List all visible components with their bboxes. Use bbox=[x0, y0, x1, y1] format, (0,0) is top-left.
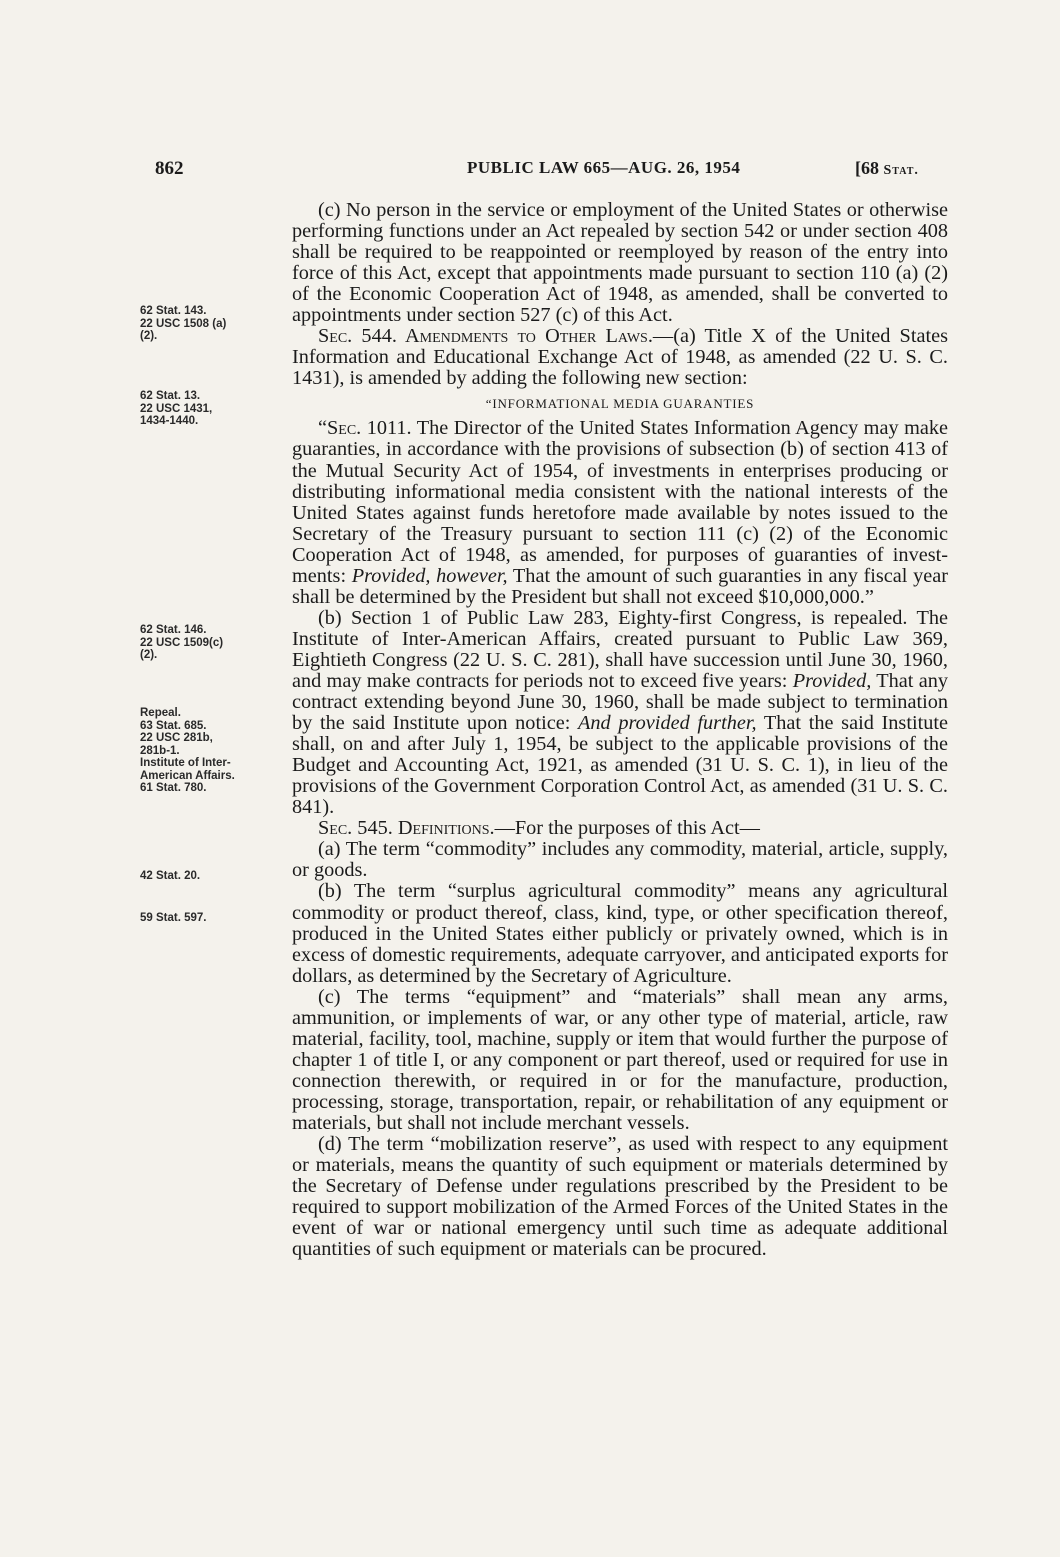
statute-reference: [68 Stat. bbox=[855, 158, 919, 178]
running-head: PUBLIC LAW 665—AUG. 26, 1954 bbox=[467, 158, 741, 177]
section-1011: “Sec. 1011. The Director of the United States Information Agency may make guaranties, in accordance with the provisions of subsection (b) of section 413 of the Mutual Security Act of 1954, of investments in enterprises producing or distributing informational media consistent with the national interests of the United States against funds heretofore made available by notes issued to the Secretary of the Treasury pursuant to section 111 (c) (2) of the Economic Cooperation Act of 1948, as amended, for purposes of guaranties of investments: Provided, however, That the amount of such guaranties in any fiscal year shall be determined by the President but shall not exceed $10,000,000.” bbox=[292, 417, 948, 608]
paragraph-c: (c) No person in the service or employment of the United States or otherwise performing functions under an Act repealed by section 542 or under section 408 shall be required to be reappointed or reemployed by reason of the entry into force of this Act, except that appointments made pursuant to section 110 (a) (2) of the Economic Cooperation Act of 1948, as amended, shall be converted to appointments under section 527 (c) of this Act. bbox=[292, 199, 948, 327]
body-text bbox=[292, 200, 948, 1260]
definition-a: (a) The term “commodity” includes any commodity, material, article, supply, or goods. bbox=[292, 838, 948, 882]
section-544: Sec. 544. Amendments to Other Laws.—(a) Title X of the United States Information and Educational Exchange Act of 1948, as amended (22 U. S. C. 1431), is amended by adding the following new section: bbox=[292, 325, 949, 390]
section-545: Sec. 545. Definitions.—For the purposes of this Act— bbox=[318, 817, 760, 840]
margin-note: Repeal. 63 Stat. 685. 22 USC 281b, 281b-1. Institute of Inter- American Affairs. 61 Stat. 780. bbox=[140, 707, 235, 794]
definition-b: (b) The term “surplus agricultural commodity” means any agricultural commodity or product thereof, class, kind, type, or other specification thereof, produced in the United States either publicly or privately owned, which is in excess of domestic requirements, adequate carryover, and anticipated exports for dollars, as determined by the Secretary of Agriculture. bbox=[292, 880, 948, 987]
page-header bbox=[155, 158, 955, 188]
paragraph-b: (b) Section 1 of Public Law 283, Eighty-first Congress, is repealed. The Institute of Inter-American Affairs, created pursuant to Public Law 369, Eightieth Congress (22 U. S. C. 281), shall have succession until June 30, 1960, and may make contracts for periods not to exceed five years: Provided, That any contract extending beyond June 30, 1960, shall be made subject to termination by the said Institute upon notice: And provided further, That the said Institute shall, on and after July 1, 1954, be subject to the applicable provisions of the Budget and Accounting Act, 1921, as amended (31 U. S. C. 1), in lieu of the provisions of the Government Corporation Control Act, as amended (31 U. S. C. 841). bbox=[292, 606, 948, 819]
definition-c: (c) The terms “equipment” and “materials” shall mean any arms, ammunition, or implements of war, or any other type of material, article, raw material, facility, tool, machine, supply or item that would further the purpose of chapter 1 of title I, or any component or part thereof, used or required for use in connection therewith, or required in or for the manufacture, production, processing, storage, transportation, repair, or rehabilitation of any equipment or materials, but shall not include merchant vessels. bbox=[292, 985, 948, 1134]
section-heading: “INFORMATIONAL MEDIA GUARANTIES bbox=[485, 396, 755, 412]
margin-note: 62 Stat. 146. 22 USC 1509(c) (2). bbox=[140, 624, 224, 661]
margin-note: 59 Stat. 597. bbox=[140, 912, 207, 924]
page-number: 862 bbox=[155, 158, 184, 179]
margin-note: 42 Stat. 20. bbox=[140, 870, 201, 882]
margin-note: 62 Stat. 143. 22 USC 1508 (a) (2). bbox=[140, 305, 227, 342]
definition-d: (d) The term “mobilization reserve”, as used with respect to any equipment or materials, means the quantity of such equipment or materials determined by the Secretary of Defense under regulations prescribed by the President to be required to support mobilization of the Armed Forces of the United States in the event of war or national emergency until such time as adequate additional quantities of such equipment or materials can be procured. bbox=[292, 1133, 948, 1261]
margin-note: 62 Stat. 13. 22 USC 1431, 1434-1440. bbox=[140, 390, 213, 427]
